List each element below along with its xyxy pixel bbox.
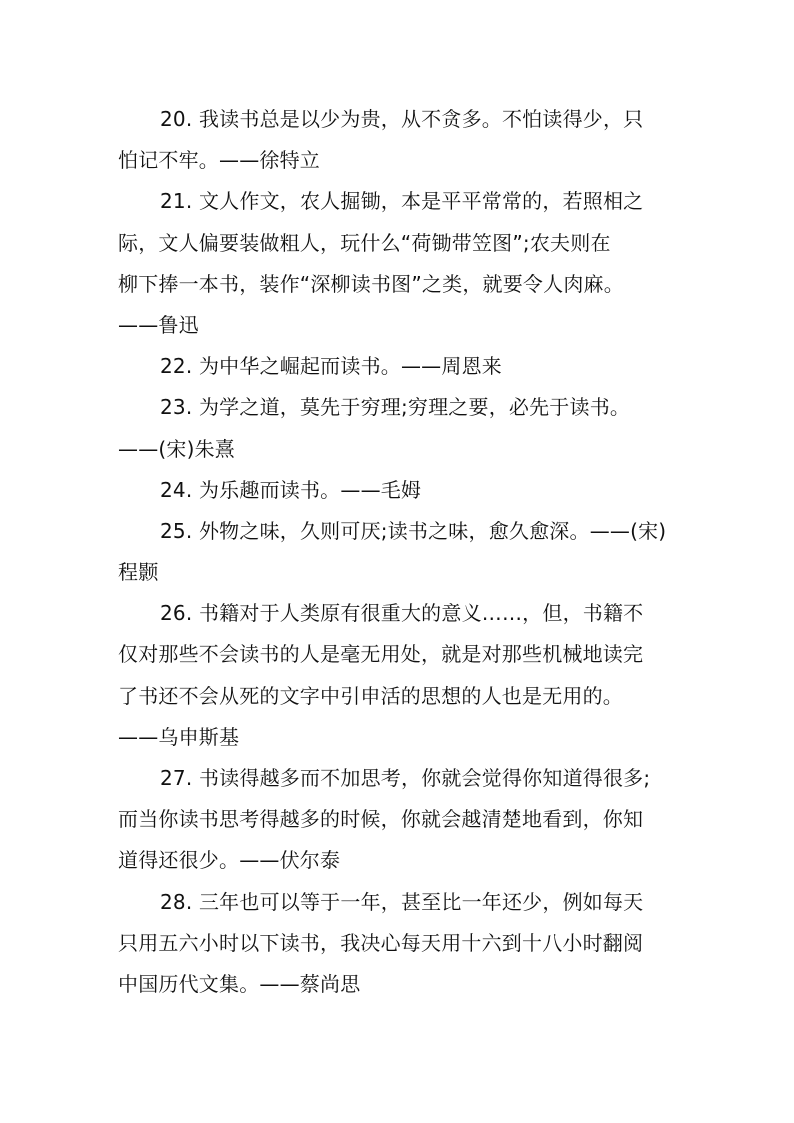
quote-list — [0, 99, 794, 1005]
text-line: 21. 文人作文，农人掘锄，本是平平常常的，若照相之 — [160, 189, 644, 214]
text-line: 柳下捧一本书，装作“深柳读书图”之类，就要令人肉麻。 — [118, 271, 624, 296]
text-line: 25. 外物之味，久则可厌;读书之味，愈久愈深。——(宋) — [160, 518, 667, 543]
text-line: 22. 为中华之崛起而读书。——周恩来 — [160, 354, 502, 379]
text-line: 20. 我读书总是以少为贵，从不贪多。不怕读得少，只 — [160, 107, 644, 131]
text-line: ——鲁迅 — [118, 312, 199, 337]
text-line: ——乌申斯基 — [118, 724, 240, 749]
text-line: 际，文人偏要装做粗人，玩什么“荷锄带笠图”;农夫则在 — [118, 230, 611, 255]
text-line: 了书还不会从死的文字中引申活的思想的人也是无用的。 — [118, 683, 623, 708]
text-line: 中国历代文集。——蔡尚思 — [118, 971, 361, 996]
text-line: 27. 书读得越多而不加思考，你就会觉得你知道得很多; — [160, 766, 651, 790]
text-line: 仅对那些不会读书的人是毫无用处，就是对那些机械地读完 — [118, 642, 644, 667]
text-line: 程颢 — [118, 560, 159, 585]
text-line: 而当你读书思考得越多的时候，你就会越清楚地看到，你知 — [118, 807, 644, 832]
text-line: 23. 为学之道，莫先于穷理;穷理之要，必先于读书。 — [160, 395, 631, 420]
text-line: 道得还很少。——伏尔泰 — [118, 848, 341, 873]
text-line: 24. 为乐趣而读书。——毛姆 — [160, 477, 422, 502]
text-line: 28. 三年也可以等于一年，甚至比一年还少，例如每天 — [160, 889, 644, 914]
text-line: 26. 书籍对于人类原有很重大的意义……，但，书籍不 — [160, 601, 644, 626]
text-line: ——(宋)朱熹 — [118, 436, 236, 461]
text-line: 怕记不牢。——徐特立 — [118, 148, 320, 173]
text-line: 只用五六小时以下读书，我决心每天用十六到十八小时翻阅 — [118, 930, 644, 955]
